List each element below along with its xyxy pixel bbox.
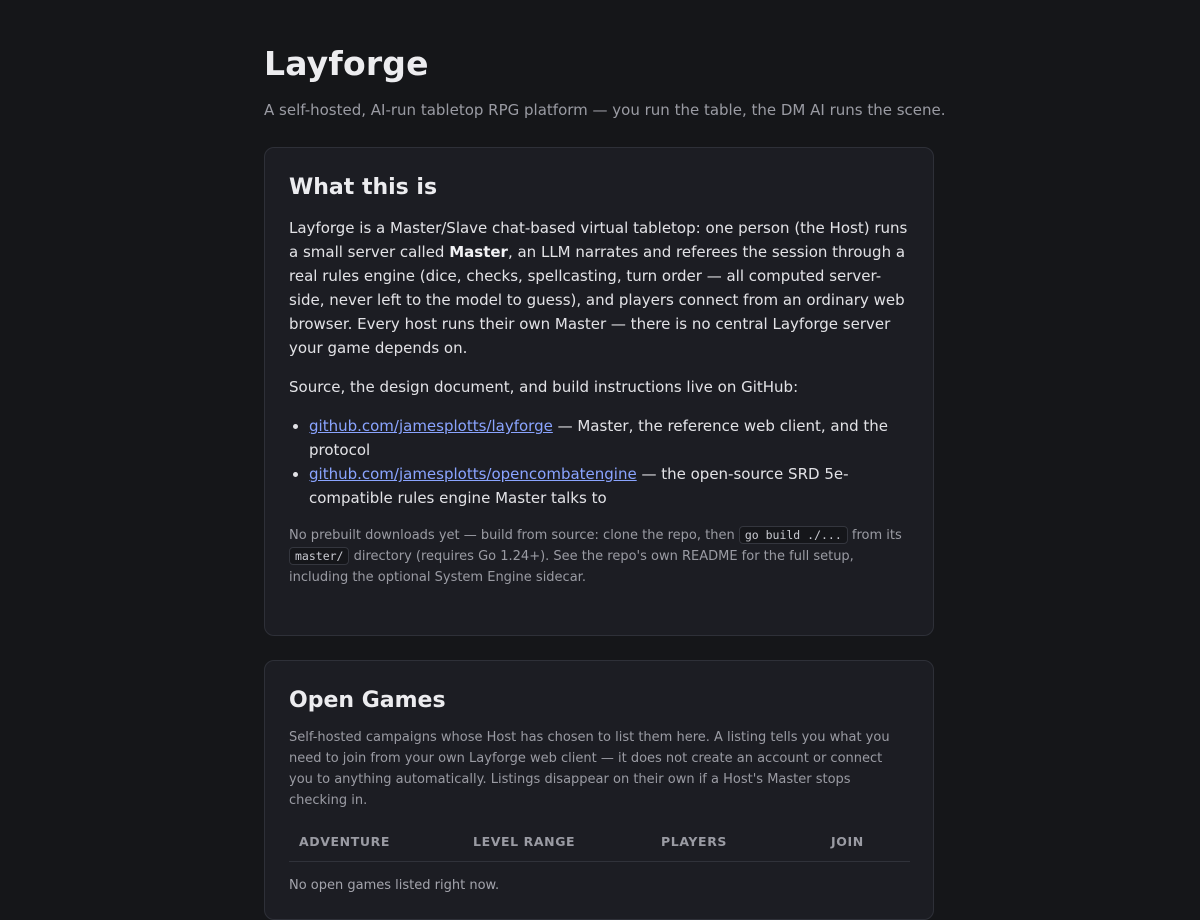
open-games-heading: Open Games [289, 688, 446, 713]
table-header-row [289, 821, 910, 862]
repo-link-list [289, 414, 909, 510]
about-intro-text-2: , an LLM narrates and referees the session through a real rules engine (dice, checks, spellcasting, turn order — all computed server-side, never left to the model to guess), and players connect from an ordinary web browser. Every host runs their own Master — there is no central Layforge server your game depends on. [289, 243, 906, 357]
layforge-repo-description: — Master, the reference web client, and the protocol [309, 417, 889, 459]
master-dir-code: master/ [289, 547, 349, 565]
build-note-text-2: from its [847, 528, 902, 543]
layforge-repo-link[interactable]: github.com/jamesplotts/layforge [309, 417, 553, 435]
about-intro [289, 216, 909, 360]
about-card [264, 147, 934, 636]
about-card-content [289, 175, 909, 588]
column-header-join: JOIN [821, 821, 910, 862]
about-heading: What this is [289, 175, 438, 200]
repo-list-item [309, 462, 909, 510]
source-text: Source, the design document, and build instructions live on GitHub: [289, 378, 799, 396]
open-games-card [264, 660, 934, 920]
column-header-players: PLAYERS [651, 821, 821, 862]
opencombatengine-repo-link[interactable]: github.com/jamesplotts/opencombatengine [309, 465, 637, 483]
page-tagline: A self-hosted, AI-run tabletop RPG platform — you run the table, the DM AI runs the scene. [264, 101, 946, 119]
column-header-level-range: LEVEL RANGE [463, 821, 651, 862]
opencombatengine-repo-description: — the open-source SRD 5e-compatible rules engine Master talks to [309, 465, 849, 507]
about-intro-text-1: Layforge is a Master/Slave chat-based virtual tabletop: one person (the Host) runs a small server called [289, 219, 908, 261]
page-title: Layforge [264, 44, 429, 83]
go-build-code: go build ./... [739, 526, 848, 544]
build-note-text-1: No prebuilt downloads yet — build from source: clone the repo, then [289, 528, 739, 543]
empty-games-message: No open games listed right now. [289, 878, 500, 893]
open-games-description: Self-hosted campaigns whose Host has chosen to list them here. A listing tells you what you need to join from your own Layforge web client — it does not create an account or connect you to anything automatically. Listings disappear on their own if a Host's Master stops checking in. [289, 730, 890, 808]
build-note [289, 525, 909, 588]
open-games-table [289, 821, 910, 862]
master-bold-term: Master [449, 243, 508, 261]
build-note-text-3: directory (requires Go 1.24+). See the repo's own README for the full setup, including the optional System Engine sidecar. [289, 549, 854, 585]
repo-list-item [309, 414, 909, 462]
open-games-content [289, 688, 909, 893]
column-header-adventure: ADVENTURE [289, 821, 463, 862]
